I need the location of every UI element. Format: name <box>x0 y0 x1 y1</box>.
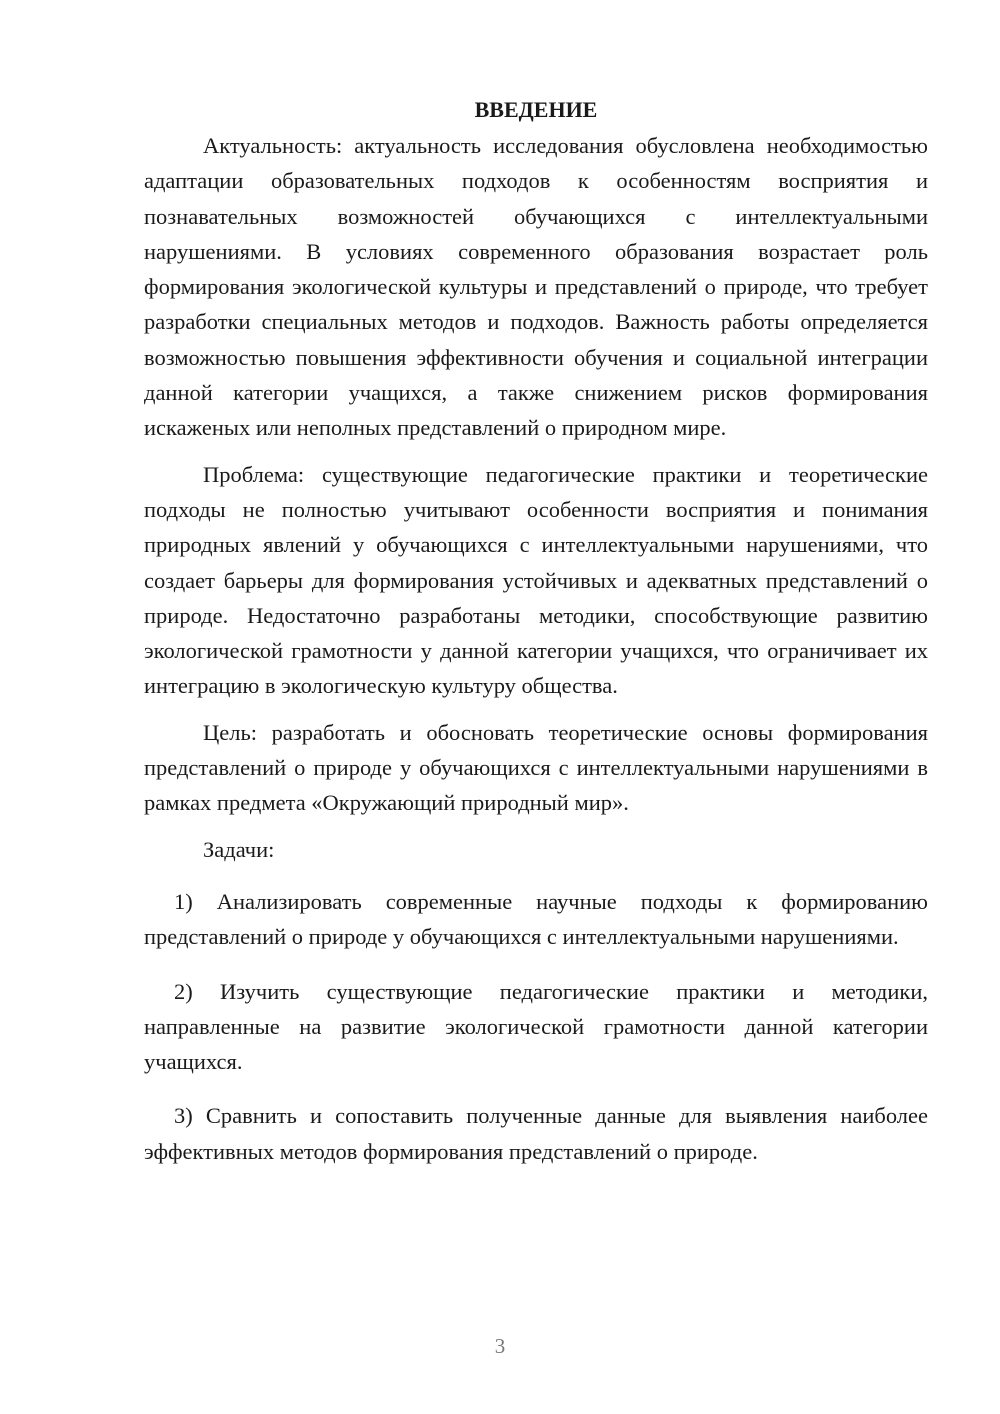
paragraph-problem: Проблема: существующие педагогические практики и теоретические подходы не полностью учитывают особенности восприятия и понимания природных явлений у обучающихся с интеллектуальными нарушениями, что создает барьеры для формирования устойчивых и адекватных представлений о природе. Недостаточно разработаны методики, способствующие развитию экологической грамотности у данной категории учащихся, что ограничивает их интеграцию в экологическую культуру общества. <box>144 461 928 699</box>
paragraph-relevance: Актуальность: актуальность исследования обусловлена необходимостью адаптации образовательных подходов к особенностям восприятия и познавательных возможностей обучающихся с интеллектуальными нарушениями. В условиях современного образования возрастает роль формирования экологической культуры и представлений о природе, что требует разработки специальных методов и подходов. Важность работы определяется возможностью повышения эффективности обучения и социальной интеграции данной категории учащихся, а также снижением рисков формирования искаженых или неполных представлений о природном мире. <box>144 133 928 441</box>
document-body <box>144 92 928 1169</box>
paragraph-goal: Цель: разработать и обосновать теоретические основы формирования представлений о природе у обучающихся с интеллектуальными нарушениями в рамках предмета «Окружающий природный мир». <box>144 719 928 816</box>
page-number: 3 <box>494 1334 506 1358</box>
tasks-heading: Задачи: <box>203 836 275 862</box>
task-item: 1) Анализировать современные научные подходы к формированию представлений о природе у обучающихся с интеллектуальными нарушениями. <box>144 888 928 950</box>
task-item: 2) Изучить существующие педагогические практики и методики, направленные на развитие экологической грамотности данной категории учащихся. <box>144 978 928 1075</box>
page-title: ВВЕДЕНИЕ <box>474 97 598 122</box>
task-item: 3) Сравнить и сопоставить полученные данные для выявления наиболее эффективных методов формирования представлений о природе. <box>144 1103 928 1164</box>
